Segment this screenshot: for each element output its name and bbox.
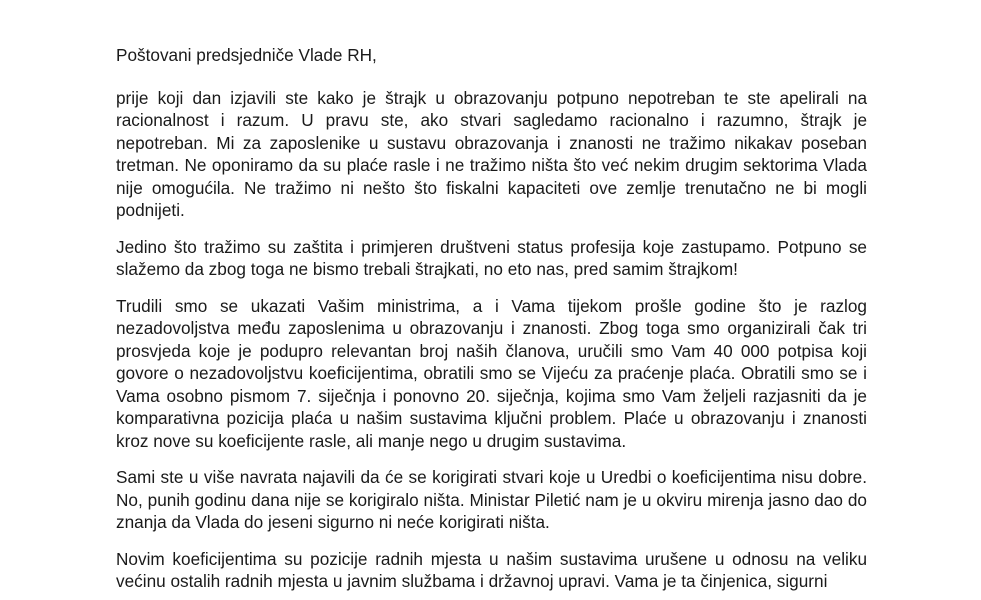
paragraph-1: prije koji dan izjavili ste kako je štrajk u obrazovanju potpuno nepotreban te ste apelirali na racionalnost i razum. U pravu ste, ako stvari sagledamo racionalno i razumno, štrajk je nepotreban. Mi za zaposlenike u sustavu obrazovanja i znanosti ne tražimo nikakav poseban tretman. Ne oponiramo da su plaće rasle i ne tražimo ništa što već nekim drugim sektorima Vlada nije omogućila. Ne tražimo ni nešto što fiskalni kapaciteti ove zemlje trenutačno ne bi mogli podnijeti.	[116, 87, 867, 220]
paragraph-3: Trudili smo se ukazati Vašim ministrima, a i Vama tijekom prošle godine što je razlog nezadovoljstva među zaposlenima u obrazovanju i znanosti. Zbog toga smo organizirali čak tri prosvjeda koje je podupro relevantan broj naših članova, uručili smo Vam 40 000 potpisa koji govore o nezadovoljstvu koeficijentima, obratili smo se Vijeću za praćenje plaća. Obratili smo se i Vama osobno pismom 7. siječnja i ponovno 20. siječnja, kojima smo Vam željeli razjasniti da je komparativna pozicija plaća u našim sustavima ključni problem. Plaće u obrazovanju i znanosti kroz nove su koeficijente rasle, ali manje nego u drugim sustavima.	[116, 295, 867, 451]
paragraph-4: Sami ste u više navrata najavili da će se korigirati stvari koje u Uredbi o koeficijentima nisu dobre. No, punih godinu dana nije se korigiralo ništa. Ministar Piletić nam je u okviru mirenja jasno dao do znanja da Vlada do jeseni sigurno ni neće korigirati ništa.	[116, 467, 867, 532]
letter-body	[116, 44, 867, 600]
paragraph-5: Novim koeficijentima su pozicije radnih mjesta u našim sustavima urušene u odnosu na veliku većinu ostalih radnih mjesta u javnim službama i državnoj upravi. Vama je ta činjenica, sigurni	[116, 548, 867, 591]
paragraph-2: Jedino što tražimo su zaštita i primjeren društveni status profesija koje zastupamo. Potpuno se slažemo da zbog toga ne bismo trebali štrajkati, no eto nas, pred samim štrajkom!	[116, 236, 867, 279]
salutation: Poštovani predsjedniče Vlade RH,	[116, 45, 377, 65]
